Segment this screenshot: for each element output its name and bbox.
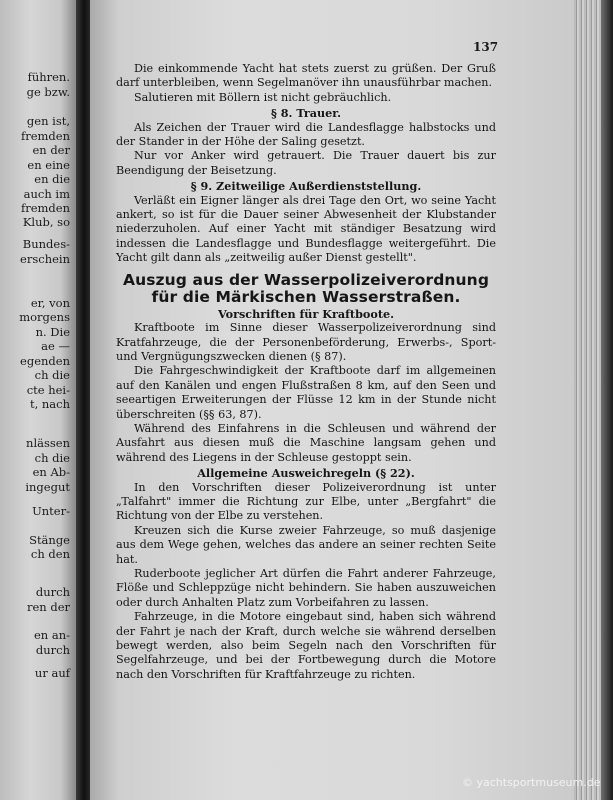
paragraph: Kraftboote im Sinne dieser Wasserpolizeiverordnung sind Kratfahrzeuge, die der Personenbeförderung, Erwerbs-, Sport- und Vergnügungszwecken dienen (§ 87).: [116, 321, 496, 363]
left-fragment: en eine: [27, 158, 70, 172]
paragraph: Fahrzeuge, in die Motore eingebaut sind, haben sich während der Fahrt je nach der Kraft, durch welche sie während derselben bewegt werden, also beim Segeln nach den Vorschriften für Segelfahrzeuge, und bei der Fortbewegung durch die Motore nach den Vorschriften für Kraftfahrzeuge zu richten.: [116, 610, 496, 681]
section-heading: Vorschriften für Kraftboote.: [217, 306, 395, 321]
paragraph: Während des Einfahrens in die Schleusen und während der Ausfahrt aus diesen muß die Maschine langsam gehen und während des Liegens in der Schleuse gestoppt sein.: [116, 421, 496, 464]
left-fragment: gen ist,: [26, 114, 70, 128]
chapter-title: für die Märkischen Wasserstraßen.: [151, 287, 461, 306]
left-fragment: en der: [32, 143, 70, 157]
section-heading: § 9. Zeitweilige Außerdienststellung.: [190, 179, 422, 194]
left-fragment: ge bzw.: [26, 85, 70, 99]
left-fragment: durch: [35, 643, 70, 657]
copyright-watermark: © yachtsportmuseum.de: [462, 776, 601, 789]
page-number: 137: [473, 40, 499, 54]
left-fragment: Klub, so: [22, 215, 70, 229]
left-fragment: ur auf: [34, 666, 70, 680]
page-text: [116, 62, 496, 682]
left-fragment: en die: [34, 172, 70, 186]
left-fragment: ch die: [34, 451, 70, 465]
section-heading: Allgemeine Ausweichregeln (§ 22).: [197, 466, 415, 481]
left-fragment: en Ab-: [32, 465, 70, 479]
left-fragment: durch: [35, 585, 70, 599]
left-fragment: morgens: [19, 310, 70, 324]
left-fragment: nlässen: [26, 436, 70, 450]
left-fragment: ch den: [30, 547, 70, 561]
left-fragment: fremden: [20, 201, 70, 215]
left-fragment: fremden: [20, 129, 70, 143]
left-fragment: ingegut: [25, 480, 70, 494]
paragraph: Verläßt ein Eigner länger als drei Tage den Ort, wo seine Yacht ankert, so ist für die Dauer seiner Abwesenheit der Klubstander niederzuholen. Auf einer Yacht mit ständiger Besatzung wird indessen die Landesflagge und Bundesflagge weitergeführt. Die Yacht gilt dann als „zeitweilig außer Dienst gestellt".: [116, 193, 496, 265]
paragraph: Salutieren mit Böllern ist nicht gebräuchlich.: [134, 90, 392, 104]
chapter-title: Auszug aus der Wasserpolizeiverordnung: [122, 270, 490, 289]
section-heading: § 8. Trauer.: [271, 106, 341, 121]
left-fragment: ren der: [26, 600, 70, 614]
left-fragment: Unter-: [32, 504, 70, 518]
paragraph: In den Vorschriften dieser Polizeiverordnung ist unter „Talfahrt" immer die Richtung zur Elbe, unter „Bergfahrt" die Richtung von der Elbe zu verstehen.: [116, 480, 496, 523]
left-fragment: en an-: [33, 628, 70, 642]
paragraph: Nur vor Anker wird getrauert. Die Trauer dauert bis zur Beendigung der Beisetzung.: [116, 149, 496, 177]
left-fragment: t, nach: [29, 397, 70, 411]
left-fragment: ae —: [41, 339, 70, 353]
left-fragment: cte hei-: [26, 383, 70, 397]
left-fragment: ch die: [34, 368, 70, 382]
paragraph: Die Fahrgeschwindigkeit der Kraftboote darf im allgemeinen auf den Kanälen und engen Flußstraßen 8 km, auf den Seen und seeartigen Erweiterungen der Flüsse 12 km in der Stunde nicht überschreiten (§§ 63, 87).: [116, 364, 496, 421]
paragraph: Die einkommende Yacht hat stets zuerst zu grüßen. Der Gruß darf unterbleiben, wenn Segelmanöver ihn unausführbar machen.: [116, 62, 496, 90]
paragraph: Ruderboote jeglicher Art dürfen die Fahrt anderer Fahrzeuge, Flöße und Schleppzüge nicht behindern. Sie haben auszuweichen oder durch Anhalten Platz zum Vorbeifahren zu lassen.: [116, 567, 496, 609]
left-fragment: erschein: [20, 252, 70, 266]
left-fragment: n. Die: [35, 325, 70, 339]
page-edges: [574, 0, 613, 800]
left-fragment: egenden: [20, 354, 70, 368]
paragraph: Als Zeichen der Trauer wird die Landesflagge halbstocks und der Stander in der Höhe der Saling gesetzt.: [116, 120, 496, 149]
left-fragment: führen.: [27, 70, 70, 84]
left-fragment: er, von: [30, 296, 70, 310]
left-fragment: Stänge: [29, 533, 70, 547]
paragraph: Kreuzen sich die Kurse zweier Fahrzeuge, so muß dasjenige aus dem Wege gehen, welches das andere an seiner rechten Seite hat.: [116, 523, 496, 566]
left-fragment: Bundes-: [22, 237, 70, 251]
left-fragment: auch im: [23, 187, 70, 201]
previous-page: [0, 0, 76, 800]
